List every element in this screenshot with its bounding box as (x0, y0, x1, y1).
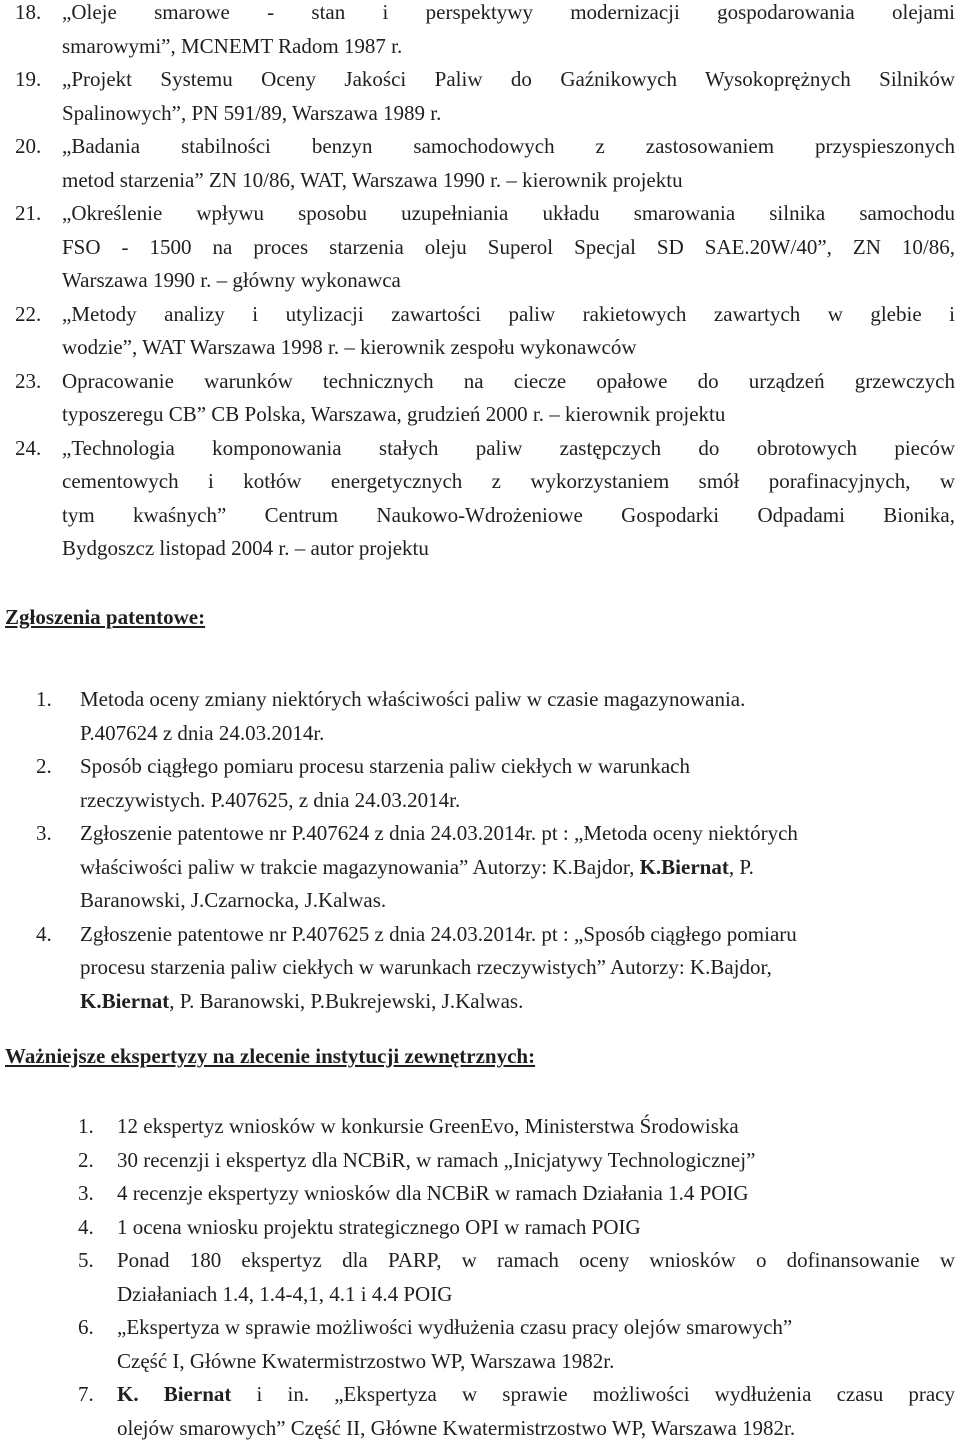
item-text: procesu starzenia paliw ciekłych w warunkach rzeczywistych” Autorzy: K.Bajdor, (80, 951, 955, 985)
author-name-bold: K. Biernat (117, 1382, 231, 1406)
item-text: 1 ocena wniosku projektu strategicznego OPI w ramach POIG (117, 1211, 955, 1245)
item-text: „Projekt Systemu Oceny Jakości Paliw do Gaźnikowych Wysokoprężnych Silników (62, 63, 955, 97)
item-number: 24. (15, 432, 41, 466)
list-item (78, 1244, 955, 1311)
list-item (15, 0, 955, 63)
item-text: Baranowski, J.Czarnocka, J.Kalwas. (80, 884, 955, 918)
item-text: P.407624 z dnia 24.03.2014r. (80, 717, 955, 751)
item-number: 19. (15, 63, 41, 97)
item-text: Zgłoszenie patentowe nr P.407625 z dnia 24.03.2014r. pt : „Sposób ciągłego pomiaru (80, 918, 955, 952)
patents-list (36, 683, 955, 1018)
item-text: 12 ekspertyz wniosków w konkursie GreenEvo, Ministerstwa Środowiska (117, 1110, 955, 1144)
item-text: 30 recenzji i ekspertyz dla NCBiR, w ramach „Inicjatywy Technologicznej” (117, 1144, 955, 1178)
item-text (80, 985, 955, 1019)
item-text: Metoda oceny zmiany niektórych właściwości paliw w czasie magazynowania. (80, 683, 955, 717)
item-text: Spalinowych”, PN 591/89, Warszawa 1989 r. (62, 97, 955, 131)
item-text-part: właściwości paliw w trakcie magazynowania” Autorzy: K.Bajdor, (80, 855, 640, 879)
item-text: FSO - 1500 na proces starzenia oleju Superol Specjal SD SAE.20W/40”, ZN 10/86, (62, 231, 955, 265)
item-number: 2. (36, 750, 52, 784)
item-number: 2. (78, 1144, 94, 1178)
list-item (15, 197, 955, 298)
item-text: smarowymi”, MCNEMT Radom 1987 r. (62, 30, 955, 64)
item-text: „Określenie wpływu sposobu uzupełniania układu smarowania silnika samochodu (62, 197, 955, 231)
item-text: 4 recenzje ekspertyzy wniosków dla NCBiR w ramach Działania 1.4 POIG (117, 1177, 955, 1211)
author-name-bold: K.Biernat (640, 855, 729, 879)
item-number: 3. (36, 817, 52, 851)
item-text (117, 1378, 955, 1412)
item-text: tym kwaśnych” Centrum Naukowo-Wdrożeniowe Gospodarki Odpadami Bionika, (62, 499, 955, 533)
expertises-list (78, 1110, 955, 1445)
item-text: rzeczywistych. P.407625, z dnia 24.03.2014r. (80, 784, 955, 818)
item-text: Warszawa 1990 r. – główny wykonawca (62, 264, 955, 298)
item-number: 7. (78, 1378, 94, 1412)
item-text: Bydgoszcz listopad 2004 r. – autor projektu (62, 532, 955, 566)
item-text: Ponad 180 ekspertyz dla PARP, w ramach oceny wniosków o dofinansowanie w (117, 1244, 955, 1278)
item-number: 3. (78, 1177, 94, 1211)
list-item (15, 365, 955, 432)
item-number: 21. (15, 197, 41, 231)
item-text: „Oleje smarowe - stan i perspektywy modernizacji gospodarowania olejami (62, 0, 955, 30)
list-item (78, 1211, 955, 1245)
item-number: 5. (78, 1244, 94, 1278)
item-text: Opracowanie warunków technicznych na ciecze opałowe do urządzeń grzewczych (62, 365, 955, 399)
item-text: Zgłoszenie patentowe nr P.407624 z dnia 24.03.2014r. pt : „Metoda oceny niektórych (80, 817, 955, 851)
list-item (78, 1110, 955, 1144)
item-text (80, 851, 955, 885)
list-item (78, 1311, 955, 1378)
author-name-bold: K.Biernat (80, 989, 169, 1013)
item-number: 20. (15, 130, 41, 164)
item-text: metod starzenia” ZN 10/86, WAT, Warszawa 1990 r. – kierownik projektu (62, 164, 955, 198)
item-text-part: i in. „Ekspertyza w sprawie możliwości wydłużenia czasu pracy (231, 1382, 955, 1406)
item-text-part: , P. Baranowski, P.Bukrejewski, J.Kalwas. (169, 989, 523, 1013)
list-item (15, 432, 955, 566)
item-number: 6. (78, 1311, 94, 1345)
list-item (36, 817, 955, 918)
list-item (36, 683, 955, 750)
item-text: Sposób ciągłego pomiaru procesu starzenia paliw ciekłych w warunkach (80, 750, 955, 784)
list-item (15, 63, 955, 130)
item-text: olejów smarowych” Część II, Główne Kwatermistrzostwo WP, Warszawa 1982r. (117, 1412, 955, 1445)
item-number: 4. (78, 1211, 94, 1245)
section-heading-expertises: Ważniejsze ekspertyzy na zlecenie instytucji zewnętrznych: (0, 1044, 535, 1069)
item-number: 1. (36, 683, 52, 717)
item-number: 22. (15, 298, 41, 332)
item-text: „Badania stabilności benzyn samochodowych z zastosowaniem przyspieszonych (62, 130, 955, 164)
item-number: 1. (78, 1110, 94, 1144)
item-text: „Technologia komponowania stałych paliw zastępczych do obrotowych pieców (62, 432, 955, 466)
item-number: 18. (15, 0, 41, 30)
item-number: 23. (15, 365, 41, 399)
item-text: cementowych i kotłów energetycznych z wykorzystaniem smół porafinacyjnych, w (62, 465, 955, 499)
item-text: wodzie”, WAT Warszawa 1998 r. – kierownik zespołu wykonawców (62, 331, 955, 365)
projects-list (15, 0, 955, 566)
list-item (15, 298, 955, 365)
item-text: „Metody analizy i utylizacji zawartości paliw rakietowych zawartych w glebie i (62, 298, 955, 332)
list-item (78, 1378, 955, 1445)
item-number: 4. (36, 918, 52, 952)
list-item (36, 750, 955, 817)
list-item (36, 918, 955, 1019)
item-text: Działaniach 1.4, 1.4-4,1, 4.1 i 4.4 POIG (117, 1278, 955, 1312)
list-item (78, 1144, 955, 1178)
section-heading-patents: Zgłoszenia patentowe: (0, 605, 205, 630)
list-item (78, 1177, 955, 1211)
item-text-part: , P. (729, 855, 754, 879)
item-text: „Ekspertyza w sprawie możliwości wydłużenia czasu pracy olejów smarowych” (117, 1311, 955, 1345)
item-text: typoszeregu CB” CB Polska, Warszawa, grudzień 2000 r. – kierownik projektu (62, 398, 955, 432)
list-item (15, 130, 955, 197)
item-text: Część I, Główne Kwatermistrzostwo WP, Warszawa 1982r. (117, 1345, 955, 1379)
